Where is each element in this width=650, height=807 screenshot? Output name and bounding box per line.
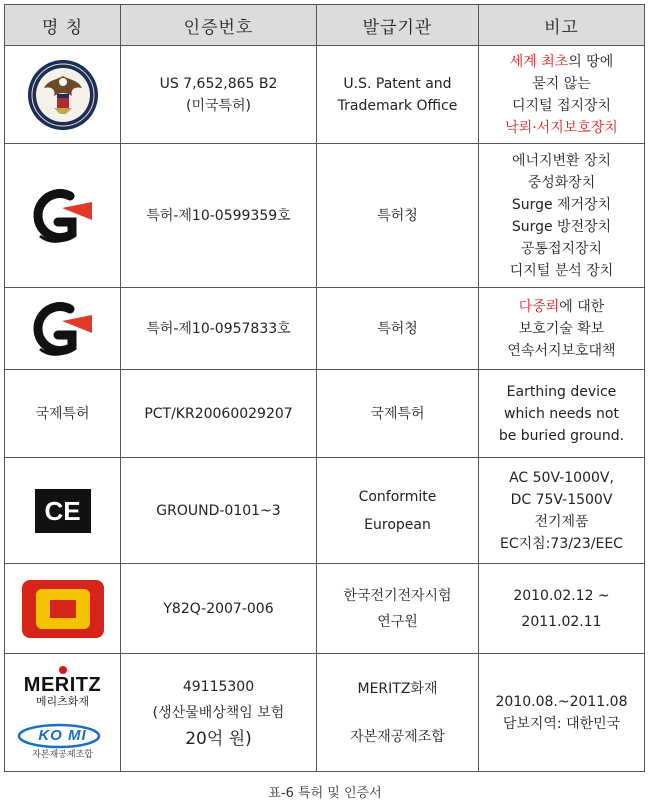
uspto-seal-icon xyxy=(26,58,100,132)
note-text: 공통접지장치 xyxy=(520,240,603,257)
table-row xyxy=(5,654,645,772)
issuer-line: U.S. Patent and xyxy=(343,75,452,92)
cert-number-line: 20억 원) xyxy=(185,728,252,749)
issuer-cell xyxy=(317,458,479,564)
cert-number-line: 특허-제10-0599359호 xyxy=(146,207,291,224)
cert-number-line: (생산물배상책임 보험 xyxy=(152,704,285,721)
issuer-line: Trademark Office xyxy=(337,97,458,114)
issuer-line: Conformite xyxy=(358,488,437,505)
issuer-cell xyxy=(317,370,479,458)
cert-number-line: 49115300 xyxy=(182,678,255,695)
q-mark-text xyxy=(22,580,23,581)
ce-mark-icon xyxy=(35,489,91,533)
table-row xyxy=(5,564,645,654)
table-row xyxy=(5,46,645,144)
komi-logo-subtext: 자본재공제조합 xyxy=(32,750,93,760)
note-highlight: 낙뢰·서지보호장치 xyxy=(505,119,618,136)
note-text: AC 50V-1000V, xyxy=(509,469,614,486)
meritz-logo xyxy=(5,666,120,709)
table-row xyxy=(5,144,645,288)
issuer-cell xyxy=(317,144,479,288)
header-cert-number: 인증번호 xyxy=(121,5,317,46)
note-text: 중성화장치 xyxy=(527,174,596,191)
name-cell xyxy=(5,654,121,772)
issuer-line: 한국전기전자시험 xyxy=(343,587,452,604)
note-text: which needs not xyxy=(504,405,619,422)
cert-number-line: (미국특허) xyxy=(185,97,252,114)
note-text: 보호기술 확보 xyxy=(518,320,605,337)
note-cell xyxy=(479,144,645,288)
note-text: 담보지역: 대한민국 xyxy=(502,715,621,732)
q-mark-icon xyxy=(22,580,104,638)
name-cell xyxy=(5,564,121,654)
ce-mark-text: CE xyxy=(44,495,81,526)
patent-office-logo-icon xyxy=(30,299,96,359)
cert-number-cell xyxy=(121,370,317,458)
header-note: 비고 xyxy=(479,5,645,46)
table-row xyxy=(5,458,645,564)
cert-number-line: Y82Q-2007-006 xyxy=(163,600,274,617)
issuer-line: 특허청 xyxy=(377,320,418,337)
patent-office-logo-icon xyxy=(30,186,96,246)
issuer-line: 연구원 xyxy=(377,613,418,630)
komi-logo xyxy=(5,723,120,759)
issuer-cell xyxy=(317,654,479,772)
issuer-cell xyxy=(317,288,479,370)
cert-number-line: 특허-제10-0957833호 xyxy=(146,320,291,337)
note-cell xyxy=(479,564,645,654)
cert-number-cell xyxy=(121,564,317,654)
cert-number-cell xyxy=(121,144,317,288)
table-header-row xyxy=(5,5,645,46)
issuer-line: 국제특허 xyxy=(370,405,425,422)
note-text: Surge 제거장치 xyxy=(511,196,612,213)
note-cell xyxy=(479,654,645,772)
note-text: be buried ground. xyxy=(498,427,625,444)
issuer-line: MERITZ화재 xyxy=(357,680,438,697)
note-text: EC지침:73/23/EEC xyxy=(500,535,623,552)
meritz-logo-korean: 메리츠화재 xyxy=(35,695,90,708)
table-row xyxy=(5,370,645,458)
cert-number-cell xyxy=(121,46,317,144)
cert-number-cell xyxy=(121,288,317,370)
note-text: Earthing device xyxy=(506,383,617,400)
note-text: 2011.02.11 xyxy=(521,613,602,630)
cert-number-line: US 7,652,865 B2 xyxy=(159,75,278,92)
certification-table xyxy=(4,4,645,772)
issuer-line: European xyxy=(364,516,431,533)
note-highlight: 세계 최초 xyxy=(509,53,569,70)
note-cell xyxy=(479,46,645,144)
note-text: 전기제품 xyxy=(534,513,589,530)
table-caption: 표-6 특허 및 인증서 xyxy=(268,786,382,801)
note-text: 2010.08.~2011.08 xyxy=(495,693,628,710)
note-cell xyxy=(479,458,645,564)
note-text: 연속서지보호대책 xyxy=(507,342,616,359)
note-text: 디지털 분석 장치 xyxy=(509,262,614,279)
issuer-cell xyxy=(317,564,479,654)
name-cell: 국제특허 xyxy=(5,370,121,458)
note-text: 2010.02.12 ~ xyxy=(513,587,610,604)
note-text: 디지털 접지장치 xyxy=(511,97,612,114)
header-name: 명 칭 xyxy=(5,5,121,46)
note-highlight: 다중뢰 xyxy=(518,298,560,315)
note-cell xyxy=(479,288,645,370)
note-text: 에 대한 xyxy=(559,298,605,315)
note-text: 묻지 않는 xyxy=(532,75,591,92)
table-row xyxy=(5,288,645,370)
note-text: 에너지변환 장치 xyxy=(511,152,612,169)
issuer-cell xyxy=(317,46,479,144)
issuer-line: 자본재공제조합 xyxy=(350,728,445,745)
name-cell xyxy=(5,458,121,564)
note-text: 의 땅에 xyxy=(568,53,614,70)
note-cell xyxy=(479,370,645,458)
name-cell xyxy=(5,46,121,144)
cert-number-cell xyxy=(121,458,317,564)
komi-logo-text: KO MI xyxy=(38,727,87,744)
name-cell xyxy=(5,288,121,370)
meritz-logo-text: MERITZ xyxy=(23,674,102,696)
header-issuer: 발급기관 xyxy=(317,5,479,46)
issuer-line: 특허청 xyxy=(377,207,418,224)
cert-number-line: PCT/KR20060029207 xyxy=(144,405,293,422)
note-text: DC 75V-1500V xyxy=(510,491,613,508)
note-text: Surge 방전장치 xyxy=(511,218,612,235)
cert-number-cell xyxy=(121,654,317,772)
cert-number-line: GROUND-0101~3 xyxy=(156,502,281,519)
name-cell xyxy=(5,144,121,288)
